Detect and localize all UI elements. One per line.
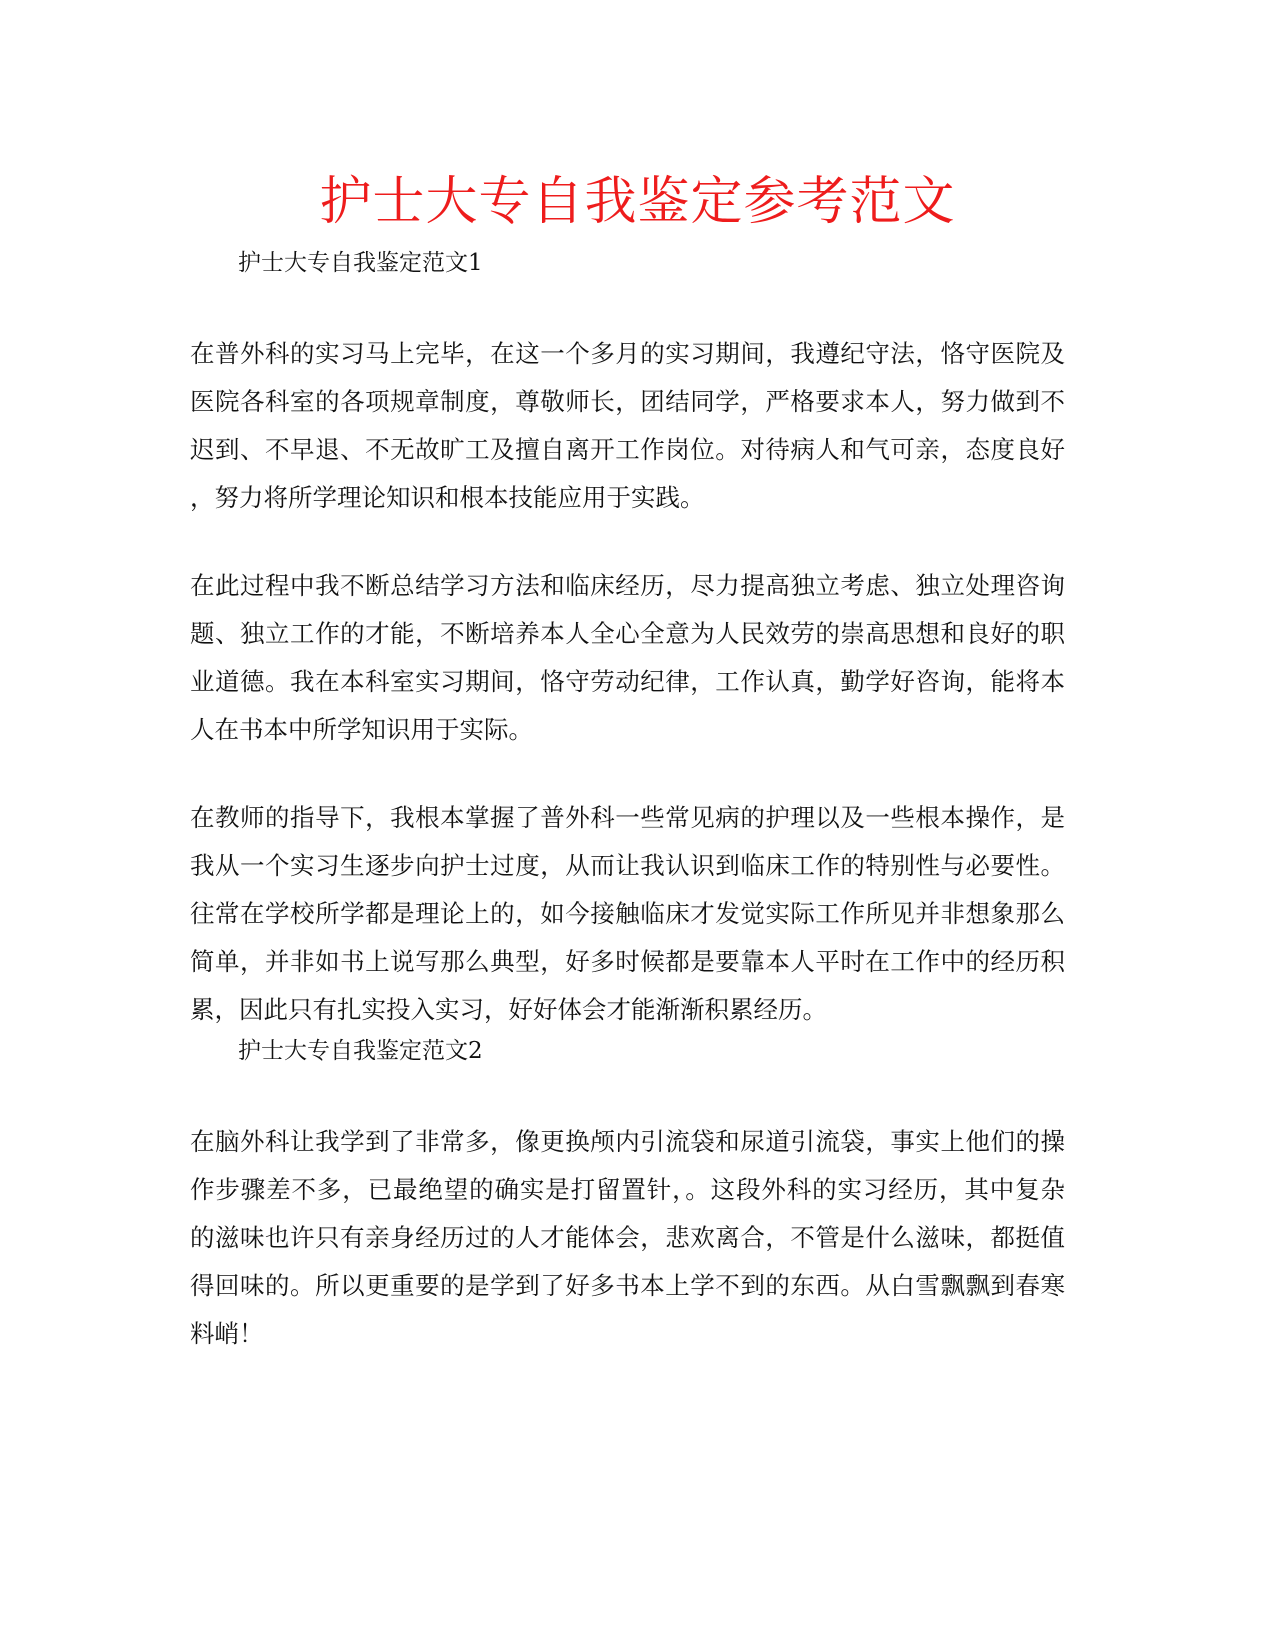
paragraph-line: 在脑外科让我学到了非常多，像更换颅内引流袋和尿道引流袋，事实上他们的操	[190, 1127, 1065, 1156]
paragraph-line: 往常在学校所学都是理论上的，如今接触临床才发觉实际工作所见并非想象那么	[190, 899, 1065, 928]
paragraph-3	[190, 794, 1065, 1034]
paragraph-line: 人在书本中所学知识用于实际。	[190, 715, 533, 744]
paragraph-line: ，努力将所学理论知识和根本技能应用于实践。	[190, 483, 705, 512]
paragraph-line: 在此过程中我不断总结学习方法和临床经历，尽力提高独立考虑、独立处理咨询	[190, 571, 1065, 600]
paragraph-line: 我从一个实习生逐步向护士过度，从而让我认识到临床工作的特别性与必要性。	[190, 851, 1065, 880]
paragraph-line: 累，因此只有扎实投入实习，好好体会才能渐渐积累经历。	[190, 995, 827, 1024]
paragraph-line: 简单，并非如书上说写那么典型，好多时候都是要靠本人平时在工作中的经历积	[190, 947, 1065, 976]
paragraph-2	[190, 562, 1065, 754]
paragraph-line: 医院各科室的各项规章制度，尊敬师长，团结同学，严格要求本人，努力做到不	[190, 387, 1065, 416]
paragraph-line: 作步骤差不多，已最绝望的确实是打留置针，。这段外科的实习经历，其中复杂	[190, 1175, 1065, 1204]
paragraph-line: 的滋味也许只有亲身经历过的人才能体会，悲欢离合，不管是什么滋味，都挺值	[190, 1223, 1065, 1252]
paragraph-line: 得回味的。所以更重要的是学到了好多书本上学不到的东西。从白雪飘飘到春寒	[190, 1271, 1065, 1300]
paragraph-line: 在普外科的实习马上完毕，在这一个多月的实习期间，我遵纪守法，恪守医院及	[190, 339, 1065, 368]
document-title: 护士大专自我鉴定参考范文	[319, 172, 956, 232]
section-heading-2: 护士大专自我鉴定范文2	[238, 1038, 483, 1064]
paragraph-line: 迟到、不早退、不无故旷工及擅自离开工作岗位。对待病人和气可亲，态度良好	[190, 435, 1065, 464]
paragraph-line: 料峭！	[190, 1319, 264, 1348]
paragraph-line: 业道德。我在本科室实习期间，恪守劳动纪律，工作认真，勤学好咨询，能将本	[190, 667, 1065, 696]
paragraph-line: 题、独立工作的才能，不断培养本人全心全意为人民效劳的崇高思想和良好的职	[190, 619, 1065, 648]
paragraph-1	[190, 330, 1065, 522]
section-heading-1: 护士大专自我鉴定范文1	[238, 250, 483, 276]
paragraph-line: 在教师的指导下，我根本掌握了普外科一些常见病的护理以及一些根本操作，是	[190, 803, 1065, 832]
paragraph-4	[190, 1118, 1065, 1358]
